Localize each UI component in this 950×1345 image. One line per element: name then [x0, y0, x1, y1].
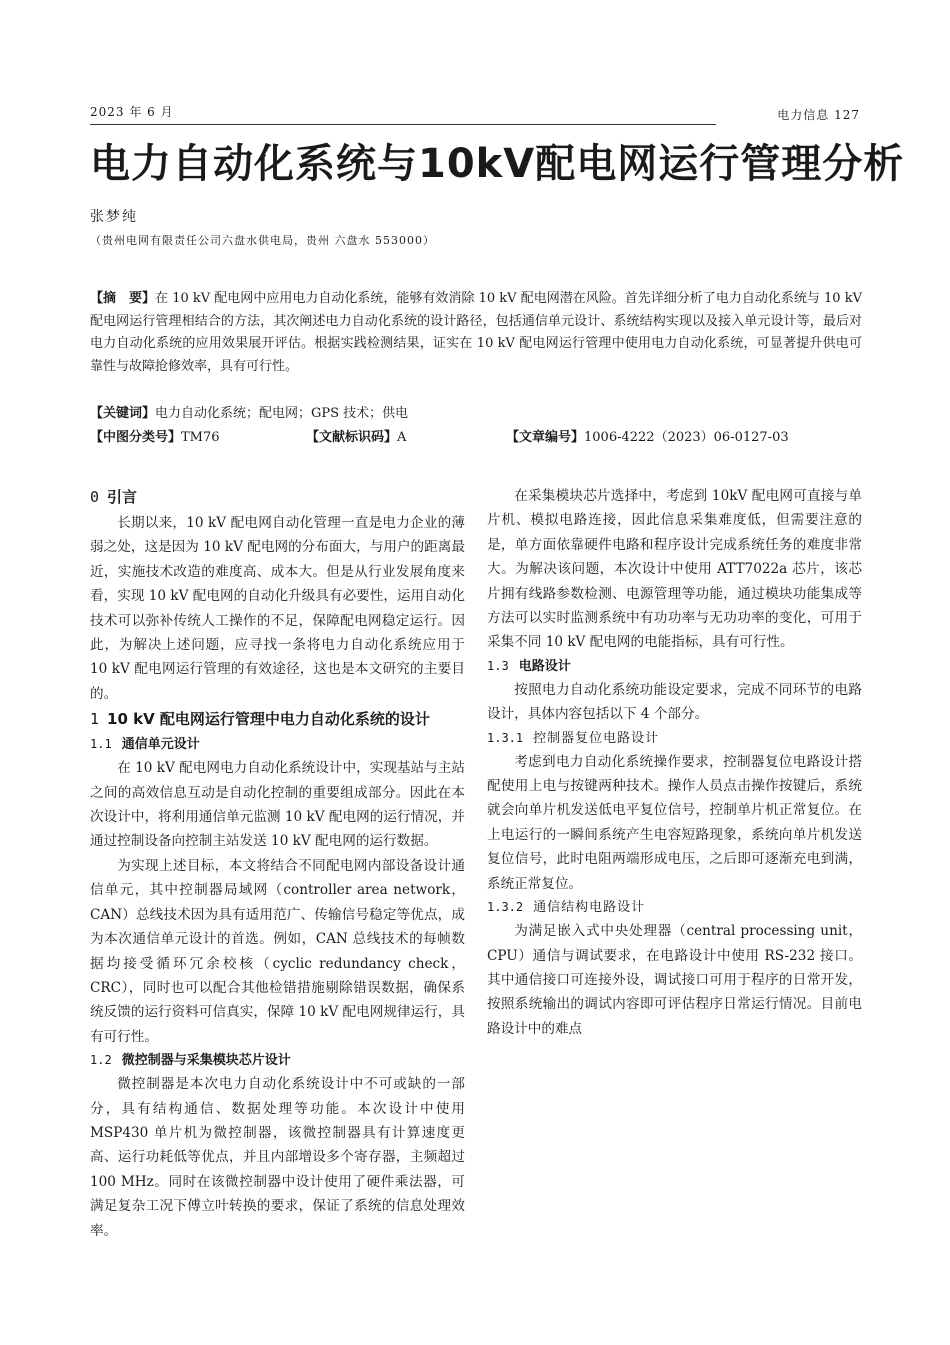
left-column [90, 484, 465, 1243]
section-heading-0: 0 引言 [90, 488, 138, 506]
journal-page: 电力信息 127 [777, 108, 860, 122]
subsubsection-heading-1-3-1: 1.3.1 控制器复位电路设计 [487, 730, 660, 746]
paragraph: 长期以来，10 kV 配电网自动化管理一直是电力企业的薄弱之处，这是因为 10 kV 配电网的分布面大，与用户的距离最近，实施技术改造的难度高、成本大。但是从行业发展角度来看，实现 10 kV 配电网的自动化升级具有必要性，运用自动化技术可以弥补传统人工操作的不足，保障配电网稳定运行。因此，为解决上述问题，应寻找一条将电力自动化系统应用于 10 kV 配电网运行管理的有效途径，这也是本文研究的主要目的。 [90, 515, 465, 702]
paragraph: 为满足嵌入式中央处理器（central processing unit，CPU）通信与调试要求，在电路设计中使用 RS-232 接口。其中通信接口可连接外设，调试接口可用于程序的日常开发，按照系统输出的调试内容即可评估程序日常运行情况。目前电路设计中的难点 [487, 923, 862, 1037]
article-number [506, 427, 789, 449]
abstract-text: 在 10 kV 配电网中应用电力自动化系统，能够有效消除 10 kV 配电网潜在风险。首先详细分析了电力自动化系统与 10 kV 配电网运行管理相结合的方法，其次阐述电力自动化系统的设计路径，包括通信单元设计、系统结构实现以及接入单元设计等，最后对电力自动化系统的应用效果展开评估。根据实践检测结果，证实在 10 kV 配电网运行管理中使用电力自动化系统，可显著提升供电可靠性与故障抢修效率，具有可行性。 [90, 291, 862, 374]
keywords [90, 403, 862, 425]
doc-value: A [397, 430, 407, 445]
document-code [306, 427, 406, 449]
issue-date: 2023 年 6 月 [90, 105, 174, 119]
section-heading-1: 1 10 kV 配电网运行管理中电力自动化系统的设计 [90, 710, 430, 729]
paragraph: 在 10 kV 配电网电力自动化系统设计中，实现基站与主站之间的高效信息互动是自动化控制的重要组成部分。因此在本次设计中，将利用通信单元监测 10 kV 配电网的运行情况，并通过控制设备向控制主站发送 10 kV 配电网的运行数据。 [90, 760, 465, 850]
right-column [487, 484, 862, 1041]
header-rule [90, 124, 716, 125]
article-title: 电力自动化系统与10kV配电网运行管理分析 [90, 141, 905, 187]
affiliation: （贵州电网有限责任公司六盘水供电局，贵州 六盘水 553000） [90, 234, 435, 247]
abstract-label: 【摘 要】 [90, 291, 156, 306]
keywords-text: 电力自动化系统；配电网；GPS 技术；供电 [155, 406, 409, 421]
paragraph: 微控制器是本次电力自动化系统设计中不可或缺的一部分，具有结构通信、数据处理等功能。本次设计中使用 MSP430 单片机为微控制器，该微控制器具有计算速度更高、运行功耗低等优点，并且内部增设多个寄存器，主频超过 100 MHz。同时在该微控制器中设计使用了硬件乘法器，可满足复杂工况下傅立叶转换的要求，保证了系统的信息处理效率。 [90, 1076, 465, 1239]
author: 张梦纯 [90, 209, 138, 225]
clc-value: TM76 [181, 430, 220, 445]
article-value: 1006-4222（2023）06-0127-03 [584, 430, 789, 445]
subsection-heading-1-1: 1.1 通信单元设计 [90, 737, 200, 753]
clc-number [90, 427, 220, 449]
keywords-label: 【关键词】 [90, 406, 156, 421]
paragraph: 考虑到电力自动化系统操作要求，控制器复位电路设计搭配使用上电与按键两种技术。操作人员点击操作按键后，系统就会向单片机发送低电平复位信号，控制单片机正常复位。在上电运行的一瞬间系统产生电容短路现象，系统向单片机发送复位信号，此时电阻两端形成电压，之后即可逐渐充电到满，系统正常复位。 [487, 753, 862, 892]
subsection-heading-1-3: 1.3 电路设计 [487, 658, 571, 674]
clc-label: 【中图分类号】 [90, 430, 182, 445]
abstract [90, 288, 862, 378]
subsubsection-heading-1-3-2: 1.3.2 通信结构电路设计 [487, 900, 646, 916]
paragraph: 为实现上述目标，本文将结合不同配电网内部设备设计通信单元，其中控制器局域网（controller area network，CAN）总线技术因为具有适用范广、传输信号稳定等优点，成为本次通信单元设计的首选。例如，CAN 总线技术的每帧数据均接受循环冗余校核（cyclic redundancy check，CRC），同时也可以配合其他检错措施剔除错误数据，确保系统反馈的运行资料可信真实，保障 10 kV 配电网规律运行，具有可行性。 [90, 857, 465, 1045]
subsection-heading-1-2: 1.2 微控制器与采集模块芯片设计 [90, 1053, 291, 1069]
paragraph: 在采集模块芯片选择中，考虑到 10kV 配电网可直接与单片机、模拟电路连接，因此信息采集难度低，但需要注意的是，单方面依靠硬件电路和程序设计完成系统任务的难度非常大。为解决该问题，本次设计中使用 ATT7022a 芯片，该芯片拥有线路参数检测、电源管理等功能，通过模块功能集成等方法可以实时监测系统中有功功率与无功功率的变化，可用于采集不同 10 kV 配电网的电能指标，具有可行性。 [487, 488, 862, 651]
doc-label: 【文献标识码】 [306, 430, 398, 445]
paragraph: 按照电力自动化系统功能设定要求，完成不同环节的电路设计，具体内容包括以下 4 个部分。 [487, 681, 862, 723]
article-label: 【文章编号】 [506, 430, 585, 445]
